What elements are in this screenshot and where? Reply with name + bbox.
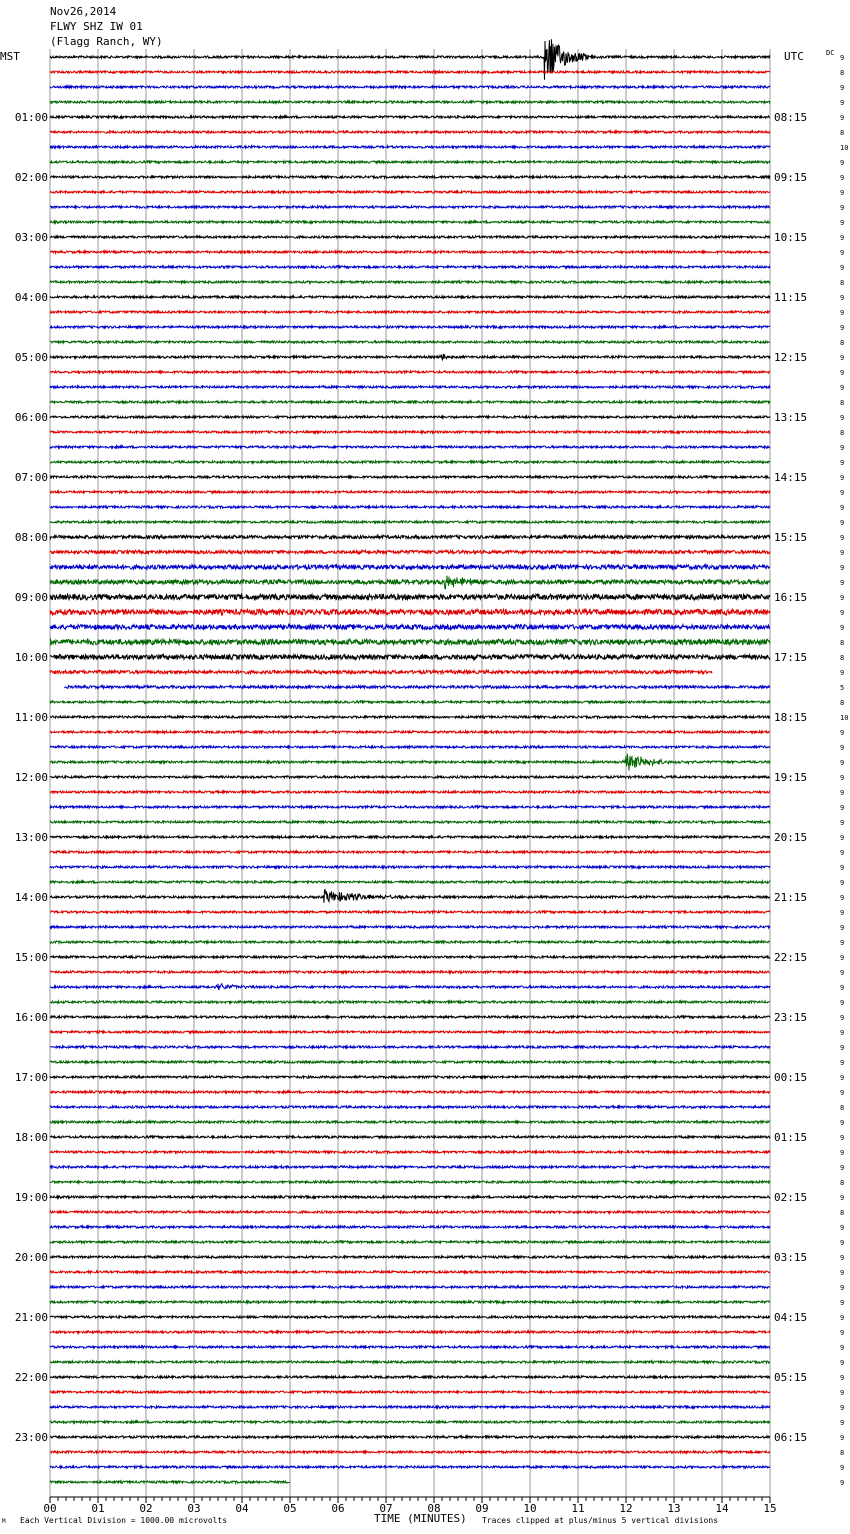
scale-note: Each Vertical Division = 1000.00 microvolts xyxy=(20,1516,228,1525)
x-axis-label: TIME (MINUTES) xyxy=(374,1512,467,1525)
utc-hour-label: 17:15 xyxy=(774,651,808,664)
dc-offset-value: 9 xyxy=(840,954,845,962)
dc-offset-value: 9 xyxy=(840,1254,845,1262)
dc-offset-value: 9 xyxy=(840,1329,845,1337)
dc-offset-value: 9 xyxy=(840,669,845,677)
dc-offset-value: 9 xyxy=(840,894,845,902)
trace-line xyxy=(50,446,770,448)
trace-line xyxy=(50,576,770,589)
utc-hour-label: 03:15 xyxy=(774,1251,808,1264)
trace-line xyxy=(50,476,770,478)
dc-offset-value: 9 xyxy=(840,99,845,107)
utc-hour-label: 19:15 xyxy=(774,771,808,784)
trace-line xyxy=(50,266,770,268)
utc-hour-label: 18:15 xyxy=(774,711,808,724)
trace-line xyxy=(50,401,770,403)
trace-line xyxy=(50,326,770,328)
trace-line xyxy=(64,686,770,689)
utc-hour-label: 14:15 xyxy=(774,471,808,484)
dc-offset-value: 9 xyxy=(840,729,845,737)
mst-hour-label: 01:00 xyxy=(14,111,48,124)
dc-offset-value: 9 xyxy=(840,489,845,497)
dc-offset-value: 9 xyxy=(840,84,845,92)
trace-line xyxy=(50,1346,770,1348)
dc-offset-value: 9 xyxy=(840,1464,845,1472)
dc-offset-value: 9 xyxy=(840,474,845,482)
trace-line xyxy=(50,386,770,388)
trace-line xyxy=(50,521,770,523)
dc-offset-value: 9 xyxy=(840,159,845,167)
dc-offset-value: 10 xyxy=(840,714,849,722)
trace-line xyxy=(50,1376,770,1378)
trace-line xyxy=(50,639,770,644)
dc-offset-value: 9 xyxy=(840,1059,845,1067)
trace-line xyxy=(50,754,770,771)
mst-hour-label: 15:00 xyxy=(14,951,48,964)
dc-offset-value: 9 xyxy=(840,369,845,377)
dc-offset-value: 9 xyxy=(840,1269,845,1277)
utc-hour-label: 08:15 xyxy=(774,111,808,124)
trace-line xyxy=(50,146,770,148)
utc-hour-label: 22:15 xyxy=(774,951,808,964)
utc-hour-label: 23:15 xyxy=(774,1011,808,1024)
mst-hour-label: 21:00 xyxy=(14,1311,48,1324)
trace-line xyxy=(50,941,770,943)
mst-hour-label: 22:00 xyxy=(14,1371,48,1384)
dc-offset-value: 9 xyxy=(840,549,845,557)
plot-date: Nov26,2014 xyxy=(50,5,117,18)
x-tick-label: 11 xyxy=(571,1502,585,1515)
mst-hour-label: 05:00 xyxy=(14,351,48,364)
utc-hour-label: 12:15 xyxy=(774,351,808,364)
trace-line xyxy=(50,1046,770,1048)
trace-line xyxy=(50,1451,770,1453)
dc-offset-value: 9 xyxy=(840,444,845,452)
dc-offset-value: 9 xyxy=(840,609,845,617)
trace-line xyxy=(50,655,770,660)
utc-hour-label: 09:15 xyxy=(774,171,808,184)
dc-offset-value: 9 xyxy=(840,1284,845,1292)
trace-line xyxy=(50,1316,770,1318)
x-tick-label: 06 xyxy=(331,1502,345,1515)
mst-hour-label: 19:00 xyxy=(14,1191,48,1204)
x-tick-label: 05 xyxy=(283,1502,297,1515)
x-tick-label: 12 xyxy=(619,1502,633,1515)
mst-hour-label: 08:00 xyxy=(14,531,48,544)
dc-offset-header: DC xyxy=(826,49,835,57)
dc-offset-value: 8 xyxy=(840,639,845,647)
dc-offset-value: 9 xyxy=(840,1374,845,1382)
trace-line xyxy=(50,926,770,928)
mst-hour-label: 02:00 xyxy=(14,171,48,184)
mst-hour-label: 04:00 xyxy=(14,291,48,304)
dc-offset-value: 9 xyxy=(840,249,845,257)
mst-hour-label: 09:00 xyxy=(14,591,48,604)
dc-offset-value: 10 xyxy=(840,144,849,152)
trace-line xyxy=(50,1481,290,1483)
station-code: FLWY SHZ IW 01 xyxy=(50,20,143,33)
mst-hour-label: 17:00 xyxy=(14,1071,48,1084)
trace-line xyxy=(50,341,770,343)
trace-line xyxy=(50,1391,770,1393)
trace-line xyxy=(50,416,770,418)
utc-hour-label: 13:15 xyxy=(774,411,808,424)
dc-offset-value: 5 xyxy=(840,684,845,692)
dc-offset-value: 9 xyxy=(840,969,845,977)
x-tick-label: 00 xyxy=(43,1502,57,1515)
trace-line xyxy=(50,206,770,208)
dc-offset-value: 9 xyxy=(840,864,845,872)
dc-offset-value: 9 xyxy=(840,114,845,122)
dc-offset-value: 9 xyxy=(840,1134,845,1142)
trace-line xyxy=(50,371,770,373)
dc-offset-value: 8 xyxy=(840,1179,845,1187)
trace-line xyxy=(50,1121,770,1123)
dc-offset-value: 9 xyxy=(840,759,845,767)
trace-line xyxy=(50,535,770,538)
seismogram-traces xyxy=(50,39,848,1487)
trace-line xyxy=(50,1271,770,1273)
trace-line xyxy=(50,116,770,118)
utc-hour-label: 02:15 xyxy=(774,1191,808,1204)
dc-offset-value: 9 xyxy=(840,834,845,842)
x-tick-label: 14 xyxy=(715,1502,729,1515)
trace-line xyxy=(50,236,770,238)
x-tick-label: 02 xyxy=(139,1502,153,1515)
mst-hour-label: 13:00 xyxy=(14,831,48,844)
trace-line xyxy=(50,956,770,958)
utc-hour-label: 10:15 xyxy=(774,231,808,244)
x-tick-label: 13 xyxy=(667,1502,681,1515)
utc-hour-label: 00:15 xyxy=(774,1071,808,1084)
dc-offset-value: 9 xyxy=(840,804,845,812)
dc-offset-value: 9 xyxy=(840,849,845,857)
dc-offset-value: 9 xyxy=(840,519,845,527)
utc-hour-label: 11:15 xyxy=(774,291,808,304)
dc-offset-value: 9 xyxy=(840,309,845,317)
trace-line xyxy=(50,1076,770,1078)
trace-line xyxy=(50,1196,770,1198)
clip-note: Traces clipped at plus/minus 5 vertical divisions xyxy=(482,1516,719,1525)
trace-line xyxy=(50,791,770,793)
trace-line xyxy=(50,1241,770,1243)
dc-offset-value: 9 xyxy=(840,774,845,782)
utc-hour-label: 06:15 xyxy=(774,1431,808,1444)
dc-offset-value: 9 xyxy=(840,909,845,917)
dc-offset-value: 9 xyxy=(840,1434,845,1442)
trace-line xyxy=(50,1211,770,1213)
dc-offset-value: 9 xyxy=(840,174,845,182)
trace-line xyxy=(50,821,770,823)
dc-offset-value: 9 xyxy=(840,1149,845,1157)
corner-mark: M xyxy=(2,1518,6,1525)
trace-line xyxy=(50,984,770,990)
mst-hour-label: 16:00 xyxy=(14,1011,48,1024)
dc-offset-value: 9 xyxy=(840,984,845,992)
trace-line xyxy=(50,431,770,433)
trace-line xyxy=(50,565,770,569)
trace-line xyxy=(50,1061,770,1063)
dc-offset-value: 9 xyxy=(840,879,845,887)
x-tick-label: 09 xyxy=(475,1502,489,1515)
dc-offset-value: 8 xyxy=(840,1209,845,1217)
trace-line xyxy=(50,1091,770,1093)
trace-line xyxy=(50,86,770,88)
x-tick-label: 15 xyxy=(763,1502,777,1515)
trace-line xyxy=(50,461,770,463)
trace-line xyxy=(50,746,770,748)
dc-offset-value: 9 xyxy=(840,264,845,272)
dc-offset-value: 9 xyxy=(840,1404,845,1412)
trace-line xyxy=(50,625,770,630)
time-axis xyxy=(15,111,807,1515)
trace-line xyxy=(50,1331,770,1333)
mst-hour-label: 23:00 xyxy=(14,1431,48,1444)
trace-line xyxy=(50,1001,770,1003)
dc-offset-value: 8 xyxy=(840,129,845,137)
x-tick-label: 08 xyxy=(427,1502,441,1515)
trace-line xyxy=(50,1301,770,1303)
dc-offset-value: 9 xyxy=(840,1044,845,1052)
trace-line xyxy=(50,851,770,853)
dc-offset-value: 9 xyxy=(840,1239,845,1247)
dc-offset-value: 9 xyxy=(840,924,845,932)
trace-line xyxy=(50,776,770,778)
dc-offset-value: 8 xyxy=(840,699,845,707)
trace-line xyxy=(50,550,770,553)
dc-offset-value: 9 xyxy=(840,1299,845,1307)
dc-offset-value: 8 xyxy=(840,654,845,662)
mst-hour-label: 10:00 xyxy=(14,651,48,664)
dc-offset-value: 9 xyxy=(840,744,845,752)
dc-offset-value: 9 xyxy=(840,1074,845,1082)
trace-line xyxy=(50,506,770,508)
trace-line xyxy=(50,1361,770,1363)
trace-line xyxy=(50,1226,770,1228)
dc-offset-value: 9 xyxy=(840,579,845,587)
trace-line xyxy=(50,296,770,298)
mst-hour-label: 12:00 xyxy=(14,771,48,784)
dc-offset-value: 9 xyxy=(840,384,845,392)
dc-offset-value: 9 xyxy=(840,1089,845,1097)
trace-line xyxy=(50,131,770,133)
trace-line xyxy=(50,1256,770,1258)
utc-hour-label: 21:15 xyxy=(774,891,808,904)
mst-hour-label: 03:00 xyxy=(14,231,48,244)
dc-offset-value: 9 xyxy=(840,294,845,302)
trace-line xyxy=(50,594,770,599)
dc-offset-value: 9 xyxy=(840,189,845,197)
right-timezone-label: UTC xyxy=(784,50,804,63)
dc-offset-value: 9 xyxy=(840,1119,845,1127)
dc-offset-value: 9 xyxy=(840,1029,845,1037)
dc-offset-value: 8 xyxy=(840,1449,845,1457)
dc-offset-value: 9 xyxy=(840,999,845,1007)
trace-line xyxy=(50,176,770,178)
mst-hour-label: 11:00 xyxy=(14,711,48,724)
dc-offset-value: 9 xyxy=(840,1194,845,1202)
trace-line xyxy=(50,1181,770,1183)
trace-line xyxy=(50,71,770,73)
station-location: (Flagg Ranch, WY) xyxy=(50,35,163,48)
dc-offset-value: 9 xyxy=(840,939,845,947)
dc-offset-value: 8 xyxy=(840,69,845,77)
trace-line xyxy=(50,866,770,868)
trace-line xyxy=(50,1436,770,1438)
trace-line xyxy=(50,731,770,733)
mst-hour-label: 20:00 xyxy=(14,1251,48,1264)
utc-hour-label: 16:15 xyxy=(774,591,808,604)
dc-offset-value: 9 xyxy=(840,564,845,572)
dc-offset-value: 9 xyxy=(840,459,845,467)
dc-offset-value: 9 xyxy=(840,1479,845,1487)
dc-offset-value: 8 xyxy=(840,399,845,407)
trace-line xyxy=(50,1106,770,1108)
trace-line xyxy=(50,701,770,703)
trace-line xyxy=(50,716,770,718)
trace-line xyxy=(50,221,770,223)
utc-hour-label: 01:15 xyxy=(774,1131,808,1144)
trace-line xyxy=(50,806,770,808)
x-tick-label: 10 xyxy=(523,1502,537,1515)
trace-line xyxy=(50,971,770,973)
trace-line xyxy=(50,1031,770,1033)
dc-offset-value: 9 xyxy=(840,414,845,422)
dc-offset-value: 9 xyxy=(840,1359,845,1367)
dc-offset-value: 9 xyxy=(840,819,845,827)
dc-offset-value: 9 xyxy=(840,204,845,212)
trace-line xyxy=(50,890,770,903)
trace-line xyxy=(50,311,770,313)
trace-line xyxy=(50,281,770,283)
trace-line xyxy=(50,1286,770,1288)
dc-offset-value: 9 xyxy=(840,1419,845,1427)
mst-hour-label: 14:00 xyxy=(14,891,48,904)
dc-offset-value: 9 xyxy=(840,789,845,797)
trace-line xyxy=(50,1406,770,1408)
trace-line xyxy=(50,1151,770,1153)
dc-offset-value: 8 xyxy=(840,429,845,437)
x-tick-label: 01 xyxy=(91,1502,105,1515)
dc-offset-value: 9 xyxy=(840,624,845,632)
dc-offset-value: 9 xyxy=(840,354,845,362)
trace-line xyxy=(50,161,770,163)
utc-hour-label: 05:15 xyxy=(774,1371,808,1384)
dc-offset-value: 8 xyxy=(840,1104,845,1112)
trace-line xyxy=(50,911,770,913)
dc-offset-value: 9 xyxy=(840,1164,845,1172)
dc-offset-value: 9 xyxy=(840,1389,845,1397)
trace-line xyxy=(50,1466,770,1468)
trace-line xyxy=(50,836,770,838)
trace-line xyxy=(50,1166,770,1168)
dc-offset-value: 9 xyxy=(840,1224,845,1232)
x-tick-label: 04 xyxy=(235,1502,249,1515)
trace-line xyxy=(50,191,770,193)
dc-offset-value: 8 xyxy=(840,339,845,347)
dc-offset-value: 9 xyxy=(840,1314,845,1322)
mst-hour-label: 06:00 xyxy=(14,411,48,424)
dc-offset-value: 9 xyxy=(840,534,845,542)
trace-line xyxy=(50,1136,770,1138)
trace-line xyxy=(50,1421,770,1423)
trace-line xyxy=(50,354,770,360)
dc-offset-value: 9 xyxy=(840,1344,845,1352)
dc-offset-value: 8 xyxy=(840,279,845,287)
trace-line xyxy=(50,609,770,614)
mst-hour-label: 07:00 xyxy=(14,471,48,484)
utc-hour-label: 04:15 xyxy=(774,1311,808,1324)
dc-offset-value: 9 xyxy=(840,504,845,512)
trace-line xyxy=(50,881,770,883)
dc-offset-value: 9 xyxy=(840,54,845,62)
x-tick-label: 03 xyxy=(187,1502,201,1515)
trace-line xyxy=(50,101,770,103)
trace-line xyxy=(50,491,770,493)
utc-hour-label: 15:15 xyxy=(774,531,808,544)
dc-offset-value: 9 xyxy=(840,594,845,602)
dc-offset-value: 9 xyxy=(840,219,845,227)
left-timezone-label: MST xyxy=(0,50,20,63)
utc-hour-label: 20:15 xyxy=(774,831,808,844)
mst-hour-label: 18:00 xyxy=(14,1131,48,1144)
dc-offset-value: 9 xyxy=(840,324,845,332)
trace-line xyxy=(50,670,712,673)
dc-offset-value: 9 xyxy=(840,1014,845,1022)
x-tick-label: 07 xyxy=(379,1502,393,1515)
trace-line xyxy=(50,251,770,253)
trace-line xyxy=(50,1016,770,1018)
dc-offset-value: 9 xyxy=(840,234,845,242)
